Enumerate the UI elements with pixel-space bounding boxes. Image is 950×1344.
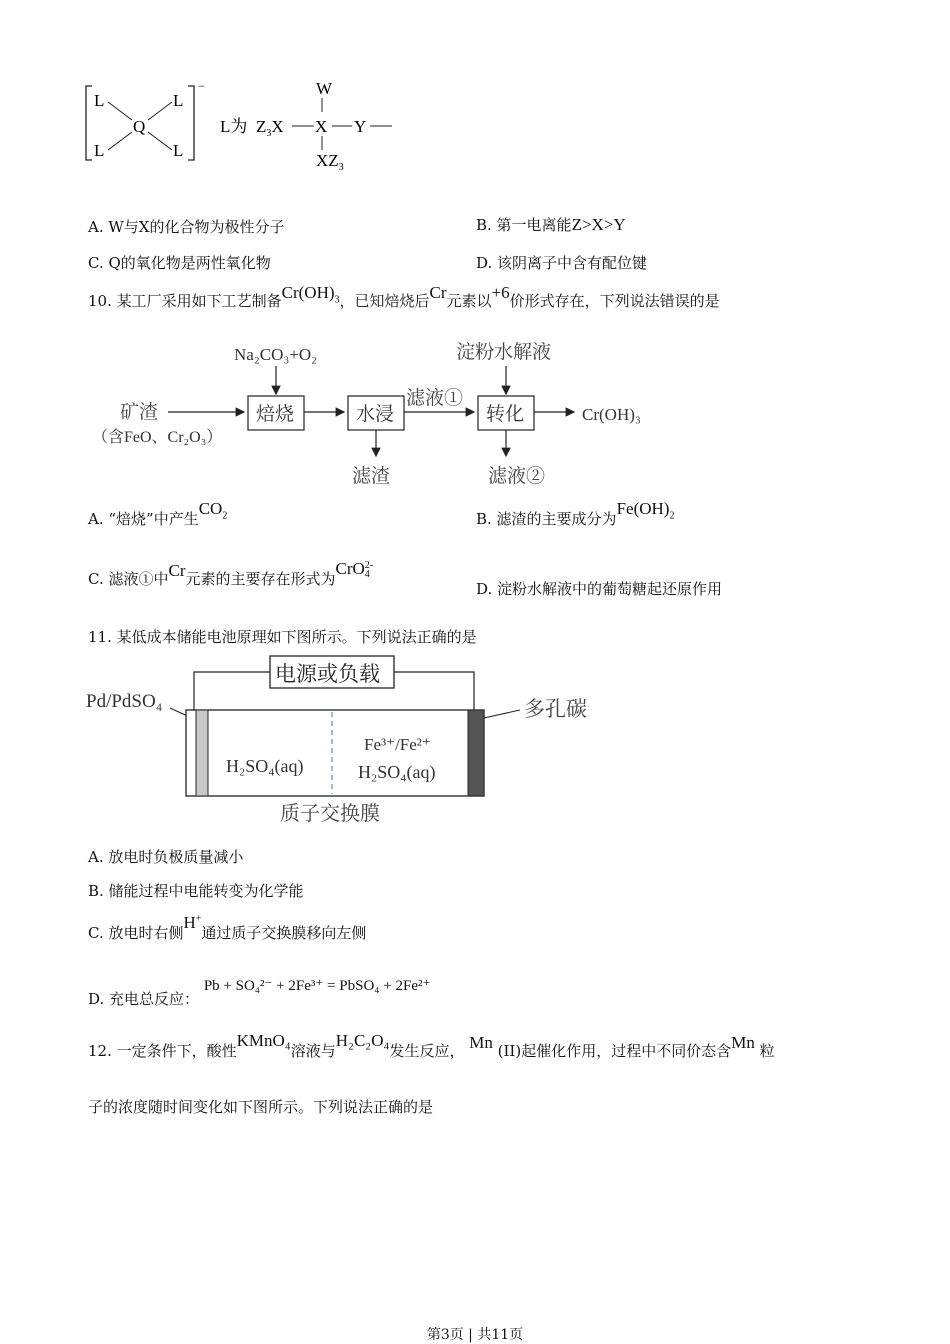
q10-option-a[interactable]: A. “焙烧”中产生$CO_2$: [88, 499, 228, 528]
reagent1: Na₂CO₃+O₂: [234, 345, 318, 364]
left-electrode: [196, 710, 208, 796]
q9-option-a[interactable]: A. W与X的化合物为极性分子: [88, 218, 285, 236]
q9-anion-structure: [80, 78, 410, 178]
q9-option-b[interactable]: B. 第一电离能Z>X>Y: [476, 215, 626, 234]
reagent2: 淀粉水解液: [456, 342, 552, 363]
q9-option-d[interactable]: D. 该阴离子中含有配位键: [476, 254, 648, 272]
product: Cr(OH)₃: [582, 405, 641, 424]
q11-option-d[interactable]: D. 充电总反应： Pb + SO₄²⁻ + 2Fe³⁺ = PbSO₄ + 2Fe²⁺: [88, 978, 431, 1008]
q9-option-c[interactable]: C. Q的氧化物是两性氧化物: [88, 254, 271, 272]
residue: 滤渣: [352, 466, 391, 487]
svg-text:电源或负载: 电源或负载: [275, 662, 380, 686]
q10-option-c[interactable]: C. 滤液①中Cr元素的主要存在形式为CrO2- 4: [88, 559, 374, 588]
q11-option-b[interactable]: B. 储能过程中电能转变为化学能: [88, 882, 304, 900]
q11-battery-diagram: [84, 650, 604, 830]
q11-option-c[interactable]: C. 放电时右侧H+通过质子交换膜移向左侧: [88, 913, 367, 942]
q11-stem: 11. 某低成本储能电池原理如下图所示。下列说法正确的是: [88, 628, 477, 646]
raw-note: （含FeO、Cr₂O₃）: [92, 429, 223, 446]
svg-text:L: L: [173, 91, 184, 110]
q10-stem: 10. 某工厂采用如下工艺制备$Cr(OH)_3$，已知焙烧后Cr元素以+6价形式存在，下列说法错误的是: [88, 283, 720, 310]
svg-text:L为: L为: [220, 117, 248, 136]
svg-text:XZ3: $XZ_3$: [316, 151, 344, 173]
svg-text:L: L: [173, 141, 184, 160]
svg-text:Y: Y: [354, 117, 367, 136]
membrane-label: 质子交换膜: [280, 803, 380, 825]
svg-text:X: X: [315, 117, 328, 136]
svg-text:H₂SO₄(aq): H₂SO₄(aq): [226, 756, 304, 776]
q11-option-a[interactable]: A. 放电时负极质量减小: [88, 848, 244, 866]
svg-text:L: L: [94, 141, 105, 160]
q10-option-d[interactable]: D. 淀粉水解液中的葡萄糖起还原作用: [476, 580, 723, 598]
svg-text:W: W: [316, 79, 333, 98]
raw-material: 矿渣: [120, 402, 159, 423]
svg-text:水浸: 水浸: [356, 404, 395, 425]
svg-text:L: L: [94, 91, 105, 110]
bracket-charge: −: [198, 79, 205, 93]
svg-text:Z3X: $Z_3X$: [256, 117, 284, 139]
right-electrode: [468, 710, 484, 796]
q12-stem: 12. 一定条件下，酸性KMnO₄溶液与H₂C₂O₄发生反应， Mn (II)起催化作用，过程中不同价态含Mn 粒: [88, 1031, 775, 1060]
svg-text:焙烧: 焙烧: [256, 404, 295, 425]
left-electrode-label: Pd/PdSO₄: [86, 691, 163, 712]
right-electrode-label: 多孔碳: [524, 697, 587, 721]
svg-text:转化: 转化: [486, 404, 525, 425]
q12-stem-line2: 子的浓度随时间变化如下图所示。下列说法正确的是: [88, 1098, 434, 1116]
svg-text:H₂SO₄(aq): H₂SO₄(aq): [358, 762, 436, 782]
q10-option-b[interactable]: B. 滤渣的主要成分为$Fe(OH)_2$: [476, 499, 675, 528]
filtrate2: 滤液②: [488, 466, 546, 487]
q10-flowchart: [90, 338, 690, 498]
svg-text:Q: Q: [133, 117, 146, 136]
page-footer: 第3页 | 共11页: [426, 1327, 524, 1343]
filtrate1: 滤液①: [406, 388, 464, 409]
svg-text:Fe³⁺/Fe²⁺: Fe³⁺/Fe²⁺: [364, 735, 431, 754]
